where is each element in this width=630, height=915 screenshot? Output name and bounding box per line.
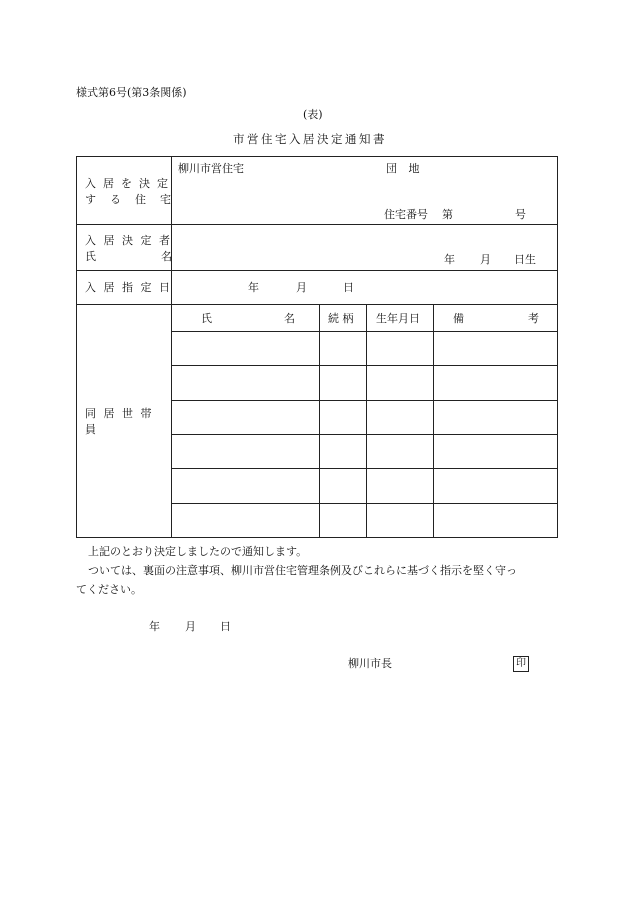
member-remarks-cell[interactable] <box>434 469 558 504</box>
col-relation-header <box>320 305 367 332</box>
member-name-cell[interactable] <box>172 366 320 401</box>
person-value-cell[interactable] <box>172 225 558 271</box>
housing-name: 柳川市営住宅 <box>178 162 244 175</box>
member-relation-cell[interactable] <box>320 332 367 366</box>
member-relation-cell[interactable] <box>320 366 367 401</box>
member-relation-cell[interactable] <box>320 469 367 504</box>
date-label: 入居指定日 <box>85 281 178 294</box>
member-birth-cell[interactable] <box>367 504 434 538</box>
date-day: 日 <box>343 281 354 294</box>
member-name-cell[interactable] <box>172 435 320 469</box>
member-remarks-cell[interactable] <box>434 504 558 538</box>
col-relation: 続 柄 <box>328 312 354 325</box>
issue-date-month: 月 <box>185 620 196 633</box>
notice-line-1: 上記のとおり決定しましたので通知します。 <box>88 545 308 558</box>
col-remarks-bi: 備 <box>453 312 464 325</box>
member-name-cell[interactable] <box>172 332 320 366</box>
member-remarks-cell[interactable] <box>434 401 558 435</box>
date-label-cell <box>77 271 178 305</box>
housing-label-cell <box>77 157 185 225</box>
member-remarks-cell[interactable] <box>434 366 558 401</box>
col-birth-header <box>367 305 434 332</box>
col-name-header <box>172 305 320 332</box>
issue-date-year: 年 <box>149 620 160 633</box>
member-birth-cell[interactable] <box>367 401 434 435</box>
col-birth: 生年月日 <box>376 312 420 325</box>
birth-year: 年 <box>444 253 455 266</box>
col-remarks-kou: 考 <box>528 312 539 325</box>
birth-day: 日生 <box>514 253 536 266</box>
document-title: 市営住宅入居決定通知書 <box>233 132 387 146</box>
housing-go: 号 <box>515 208 526 221</box>
issue-date-day: 日 <box>220 620 231 633</box>
mayor-title: 柳川市長 <box>348 657 392 670</box>
person-label-line1: 入居決定者 <box>85 234 178 247</box>
date-row <box>77 271 558 305</box>
date-month: 月 <box>296 281 307 294</box>
housing-value-cell[interactable] <box>172 157 558 225</box>
member-name-cell[interactable] <box>172 469 320 504</box>
date-year: 年 <box>248 281 259 294</box>
seal-stamp <box>513 656 529 672</box>
person-label-shi: 氏 <box>85 250 96 263</box>
person-row <box>77 225 558 271</box>
col-remarks-header <box>434 305 558 332</box>
member-birth-cell[interactable] <box>367 332 434 366</box>
notice-table <box>76 156 558 538</box>
member-relation-cell[interactable] <box>320 401 367 435</box>
household-header-row <box>77 305 558 332</box>
housing-danchi: 団 地 <box>386 162 424 175</box>
birth-month: 月 <box>480 253 491 266</box>
housing-number-label: 住宅番号 <box>384 208 428 221</box>
household-label-cell <box>77 305 172 538</box>
col-name-mei: 名 <box>284 312 295 325</box>
member-name-cell[interactable] <box>172 504 320 538</box>
member-relation-cell[interactable] <box>320 435 367 469</box>
housing-label-line1: 入居を決定 <box>85 177 175 190</box>
person-label-mei: 名 <box>161 250 172 263</box>
member-remarks-cell[interactable] <box>434 332 558 366</box>
notice-line-3: てください。 <box>76 583 142 596</box>
member-name-cell[interactable] <box>172 401 320 435</box>
form-side: (表) <box>303 108 323 121</box>
housing-label-line2: する住宅 <box>85 193 185 206</box>
member-remarks-cell[interactable] <box>434 435 558 469</box>
person-label-cell <box>77 225 178 271</box>
household-label: 同居世帯員 <box>85 407 159 436</box>
seal-mark: 印 <box>513 656 529 672</box>
col-name-shi: 氏 <box>201 312 212 325</box>
form-number: 様式第6号(第3条関係) <box>76 86 187 99</box>
notice-line-2: ついては、裏面の注意事項、柳川市営住宅管理条例及びこれらに基づく指示を堅く守っ <box>88 564 517 577</box>
member-birth-cell[interactable] <box>367 469 434 504</box>
housing-row <box>77 157 558 225</box>
member-relation-cell[interactable] <box>320 504 367 538</box>
member-birth-cell[interactable] <box>367 435 434 469</box>
housing-dai: 第 <box>442 208 453 221</box>
member-birth-cell[interactable] <box>367 366 434 401</box>
date-value-cell[interactable] <box>172 271 558 305</box>
